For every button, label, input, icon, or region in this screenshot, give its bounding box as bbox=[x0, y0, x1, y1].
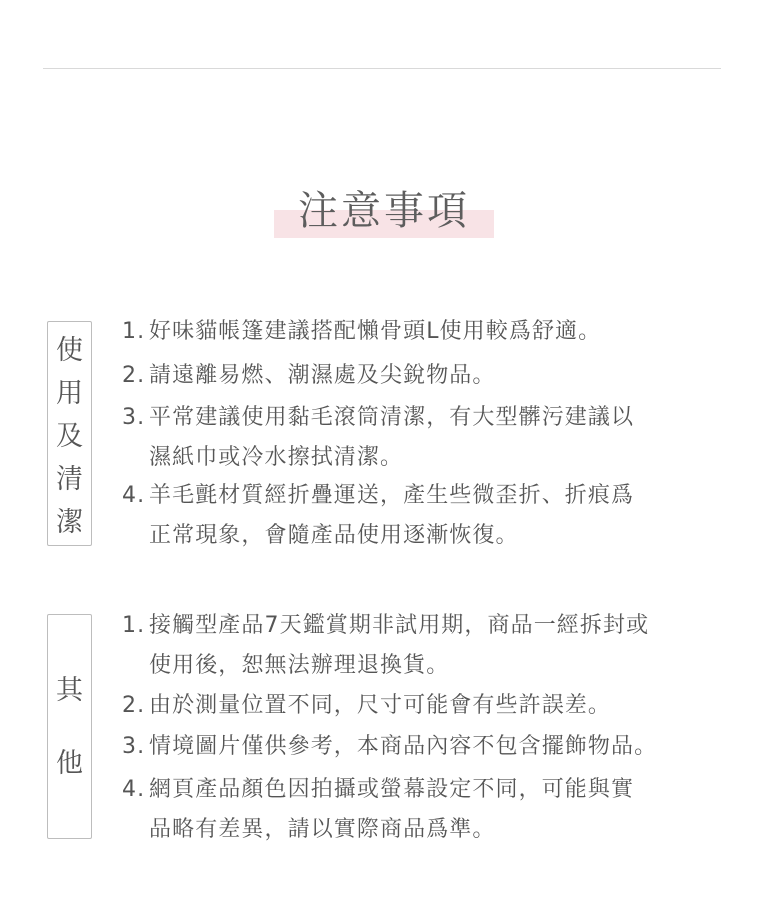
item-text: 網頁產品顏色因拍攝或螢幕設定不同，可能與實 bbox=[149, 777, 635, 802]
item-text: 羊毛氈材質經折疊運送，產生些微歪折、折痕爲 bbox=[149, 483, 635, 508]
item-text: 由於測量位置不同，尺寸可能會有些許誤差。 bbox=[149, 693, 612, 718]
item-text-continued: 濕紙巾或冷水擦拭清潔。 bbox=[149, 445, 404, 470]
label-char: 其 bbox=[56, 675, 83, 706]
item-text: 請遠離易燃、潮濕處及尖銳物品。 bbox=[149, 363, 496, 388]
section-label-other bbox=[47, 614, 92, 839]
label-char: 清 bbox=[56, 464, 83, 495]
list-item: 3. 情境圖片僅供參考，本商品內容不包含擺飾物品。 bbox=[122, 734, 658, 759]
label-char: 使 bbox=[56, 335, 83, 366]
label-char: 用 bbox=[56, 378, 83, 409]
item-text: 平常建議使用黏毛滾筒清潔，有大型髒污建議以 bbox=[149, 405, 635, 430]
list-item: 1. 好味貓帳篷建議搭配懶骨頭L使用較爲舒適。 bbox=[122, 319, 602, 344]
list-item: 3. 平常建議使用黏毛滾筒清潔，有大型髒污建議以 濕紙巾或冷水擦拭清潔。 bbox=[122, 398, 722, 478]
item-text: 情境圖片僅供參考，本商品內容不包含擺飾物品。 bbox=[149, 734, 658, 759]
section-label-usage-cleaning bbox=[47, 321, 92, 546]
list-item: 2. 由於測量位置不同，尺寸可能會有些許誤差。 bbox=[122, 693, 612, 718]
list-item: 2. 請遠離易燃、潮濕處及尖銳物品。 bbox=[122, 363, 496, 388]
label-char: 他 bbox=[56, 748, 83, 779]
list-item: 1. 接觸型產品7天鑑賞期非試用期，商品一經拆封或 使用後，恕無法辦理退換貨。 bbox=[122, 606, 722, 686]
title-block bbox=[0, 183, 768, 243]
label-char: 潔 bbox=[56, 507, 83, 538]
list-item: 4. 羊毛氈材質經折疊運送，產生些微歪折、折痕爲 正常現象，會隨產品使用逐漸恢復。 bbox=[122, 476, 722, 556]
label-char: 及 bbox=[56, 421, 83, 452]
list-item: 4. 網頁產品顏色因拍攝或螢幕設定不同，可能與實 品略有差異，請以實際商品爲準。 bbox=[122, 770, 722, 850]
top-divider bbox=[43, 68, 721, 69]
page-title: 注意事項 bbox=[298, 188, 470, 234]
item-text: 接觸型產品7天鑑賞期非試用期，商品一經拆封或 bbox=[149, 613, 650, 638]
item-text: 好味貓帳篷建議搭配懶骨頭L使用較爲舒適。 bbox=[149, 319, 602, 344]
item-text-continued: 品略有差異，請以實際商品爲準。 bbox=[149, 817, 496, 842]
item-text-continued: 使用後，恕無法辦理退換貨。 bbox=[149, 653, 450, 678]
item-text-continued: 正常現象，會隨產品使用逐漸恢復。 bbox=[149, 523, 519, 548]
